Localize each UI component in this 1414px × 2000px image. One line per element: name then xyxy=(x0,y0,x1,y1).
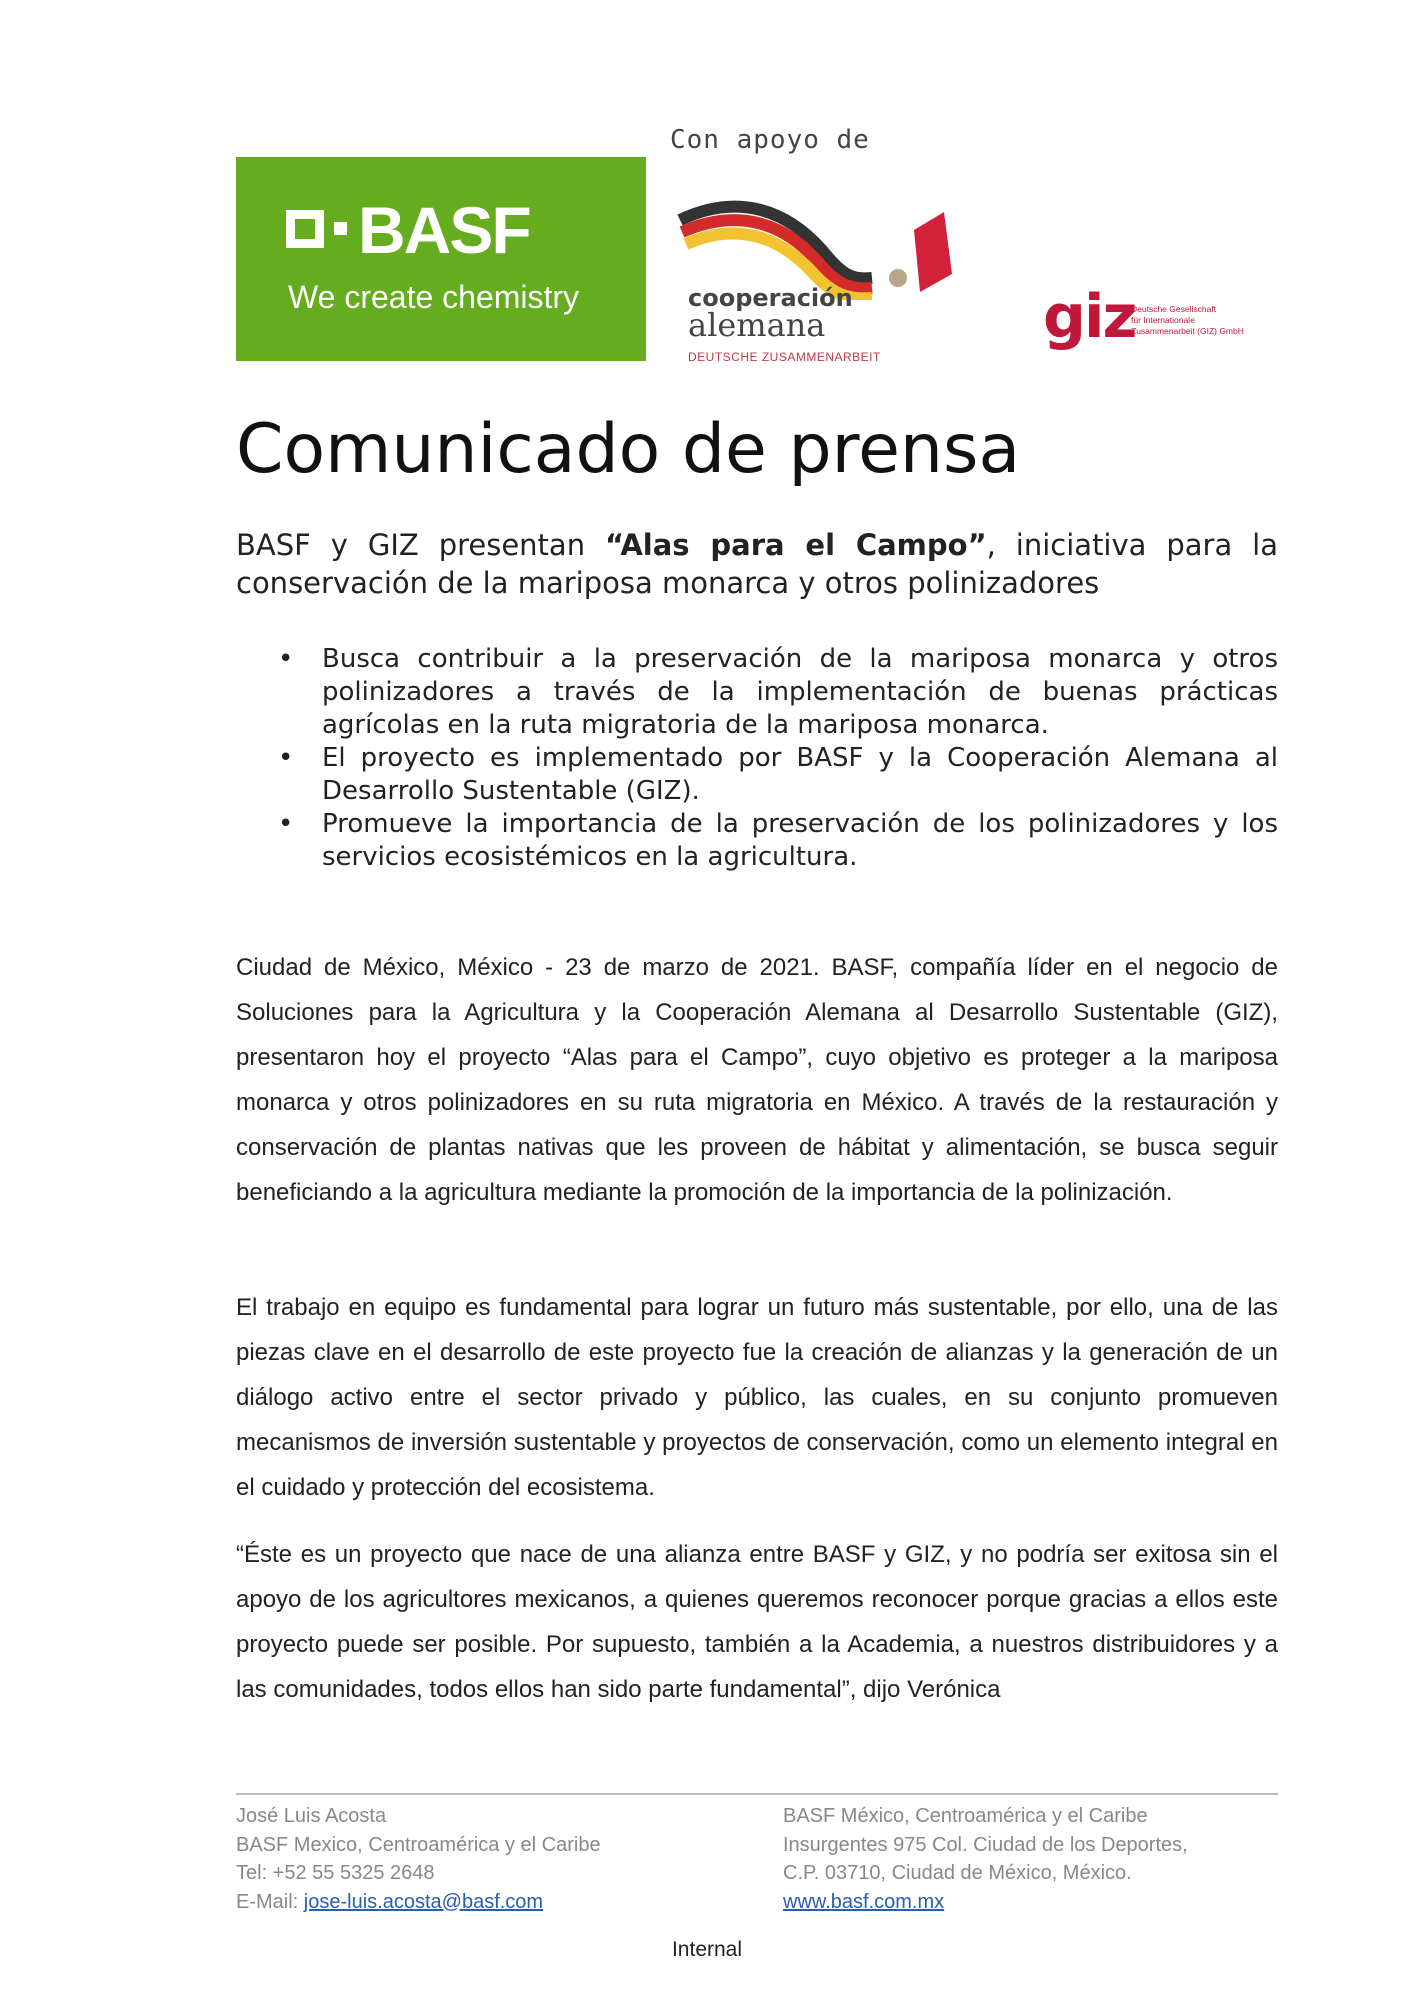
giz-logo-name: giz xyxy=(1043,282,1136,352)
support-label: Con apoyo de xyxy=(670,125,870,155)
list-item: • Promueve la importancia de la preservación de los polinizadores y los servicios ecosistémicos en la agricultura. xyxy=(236,808,1278,874)
list-item: • Busca contribuir a la preservación de la mariposa monarca y otros polinizadores a través de la implementación de buenas prácticas agrícolas en la ruta migratoria de la mariposa monarca. xyxy=(236,643,1278,742)
contact-name: José Luis Acosta xyxy=(236,1805,387,1827)
alemana-text: alemana xyxy=(688,306,826,344)
email-link[interactable]: jose-luis.acosta@basf.com xyxy=(303,1890,544,1913)
basf-logo xyxy=(236,157,646,361)
giz-sub-line: Zusammenarbeit (GIZ) GmbH xyxy=(1131,326,1244,336)
list-item: • El proyecto es implementado por BASF y la Cooperación Alemana al Desarrollo Sustentable (GIZ). xyxy=(236,742,1278,808)
footer-divider xyxy=(236,1793,1278,1795)
company-org: BASF México, Centroamérica y el Caribe xyxy=(783,1805,1148,1827)
company-address: C.P. 03710, Ciudad de México, México. xyxy=(783,1862,1132,1884)
bullet-list xyxy=(236,643,1278,874)
subtitle-text: BASF y GIZ presentan xyxy=(236,528,606,562)
giz-subtitle xyxy=(1131,304,1244,337)
classification-label: Internal xyxy=(671,1938,743,1961)
body-paragraph: El trabajo en equipo es fundamental para lograr un futuro más sustentable, por ello, una de las piezas clave en el desarrollo de este proyecto fue la creación de alianzas y la generación de un diálogo activo entre el sector privado y público, las cuales, en su conjunto promueven mecanismos de inversión sustentable y proyectos de conservación, como un elemento integral en el cuidado y protección del ecosistema. xyxy=(236,1294,1278,1501)
website-link[interactable]: www.basf.com.mx xyxy=(783,1890,945,1913)
subtitle-text: , iniciativa para la conservación de la mariposa monarca y otros polinizadores xyxy=(236,528,1279,600)
company-address: Insurgentes 975 Col. Ciudad de los Deportes, xyxy=(783,1833,1188,1856)
contact-phone: Tel: +52 55 5325 2648 xyxy=(236,1862,435,1884)
basf-logo-name: BASF xyxy=(358,193,530,267)
footer-company xyxy=(783,1802,1188,1916)
deutsche-zusammenarbeit-text: DEUTSCHE ZUSAMMENARBEIT xyxy=(688,350,881,364)
subtitle xyxy=(236,526,1278,602)
cooperacion-alemana-logo xyxy=(672,200,962,370)
contact-email xyxy=(236,1888,601,1917)
email-label: E-Mail: xyxy=(236,1890,304,1913)
body-paragraph: Ciudad de México, México - 23 de marzo de 2021. BASF, compañía líder en el negocio de Soluciones para la Agricultura y la Cooperación Alemana al Desarrollo Sustentable (GIZ), presentaron hoy el proyecto “Alas para el Campo”, cuyo objetivo es proteger a la mariposa monarca y otros polinizadores en su ruta migratoria en México. A través de la restauración y conservación de plantas nativas que les proveen de hábitat y alimentación, se busca seguir beneficiando a la agricultura mediante la promoción de la importancia de la polinización. xyxy=(236,954,1278,1206)
contact-org: BASF Mexico, Centroamérica y el Caribe xyxy=(236,1833,601,1856)
page-title: Comunicado de prensa xyxy=(236,410,1021,489)
giz-sub-line: für Internationale xyxy=(1131,315,1195,325)
body-paragraph: “Éste es un proyecto que nace de una alianza entre BASF y GIZ, y no podría ser exitosa sin el apoyo de los agricultores mexicanos, a quienes queremos reconocer porque gracias a ellos este proyecto puede ser posible. Por supuesto, también a la Academia, a nuestros distribuidores y a las comunidades, todos ellos han sido parte fundamental”, dijo Verónica xyxy=(236,1541,1278,1703)
project-name: “Alas para el Campo” xyxy=(605,528,987,562)
footer-contact xyxy=(236,1802,601,1916)
basf-dot-icon xyxy=(334,222,347,235)
giz-sub-line: Deutsche Gesellschaft xyxy=(1131,304,1217,314)
basf-tagline: We create chemistry xyxy=(288,279,580,315)
basf-square-icon xyxy=(286,210,324,248)
giz-logo xyxy=(1043,282,1283,356)
cooperacion-text: cooperación xyxy=(688,284,853,312)
